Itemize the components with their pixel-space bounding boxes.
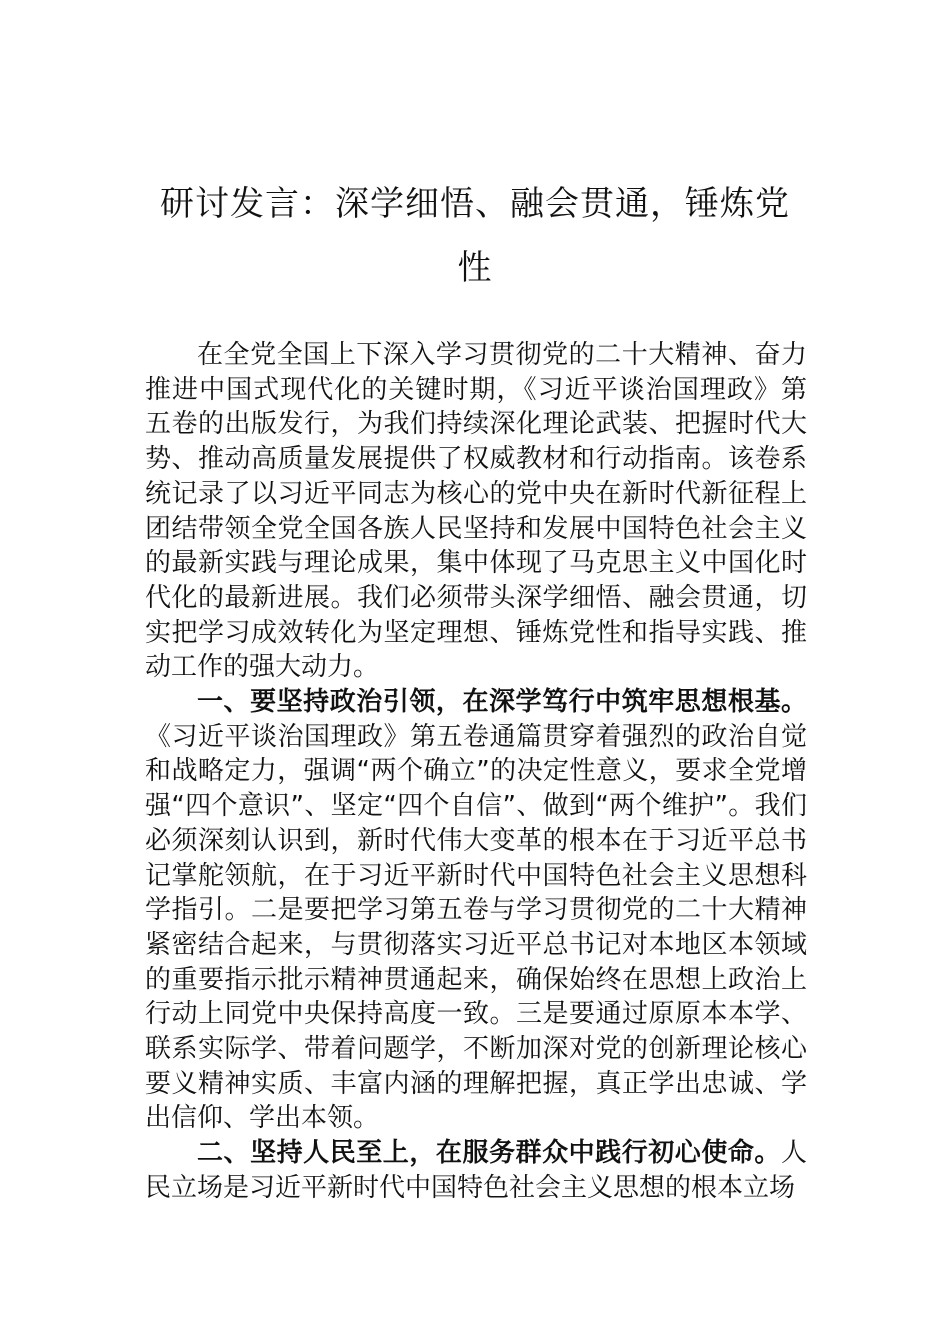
paragraph-text: 《习近平谈治国理政》第五卷通篇贯穿着强烈的政治自觉和战略定力，强调“两个确立”的决定性意义，要求全党增强“四个意识”、坚定“四个自信”、做到“两个维护”。我们必须深刻认识到，新时代伟大变革的根本在于习近平总书记掌舵领航，在于习近平新时代中国特色社会主义思想科学指引。二是要把学习第五卷与学习贯彻党的二十大精神紧密结合起来，与贯彻落实习近平总书记对本地区本领域的重要指示批示精神贯通起来，确保始终在思想上政治上行动上同党中央保持高度一致。三是要通过原原本本学、联系实际学、带着问题学，不断加深对党的创新理论核心要义精神实质、丰富内涵的理解把握，真正学出忠诚、学出信仰、学出本领。 bbox=[145, 721, 807, 1134]
paragraph-text: 人民立场是习近平新时代中国特色社会主义思想的根本立场 bbox=[145, 1138, 807, 1203]
paragraph-section-2 bbox=[145, 1136, 807, 1205]
section-heading-1: 一、要坚持政治引领，在深学笃行中筑牢思想根基。 bbox=[197, 687, 807, 718]
section-heading-2: 二、坚持人民至上，在服务群众中践行初心使命。 bbox=[197, 1138, 781, 1169]
paragraph-section-1 bbox=[145, 685, 807, 1136]
paragraph-intro bbox=[145, 338, 807, 685]
paragraph-text: 在全党全国上下深入学习贯彻党的二十大精神、奋力推进中国式现代化的关键时期，《习近平谈治国理政》第五卷的出版发行，为我们持续深化理论武装、把握时代大势、推动高质量发展提供了权威教材和行动指南。该卷系统记录了以习近平同志为核心的党中央在新时代新征程上团结带领全党全国各族人民坚持和发展中国特色社会主义的最新实践与理论成果，集中体现了马克思主义中国化时代化的最新进展。我们必须带头深学细悟、融会贯通，切实把学习成效转化为坚定理想、锤炼党性和指导实践、推动工作的强大动力。 bbox=[145, 340, 807, 683]
document-title: 研讨发言：深学细悟、融会贯通，锤炼党性 bbox=[160, 184, 790, 288]
document-body bbox=[145, 338, 807, 1206]
